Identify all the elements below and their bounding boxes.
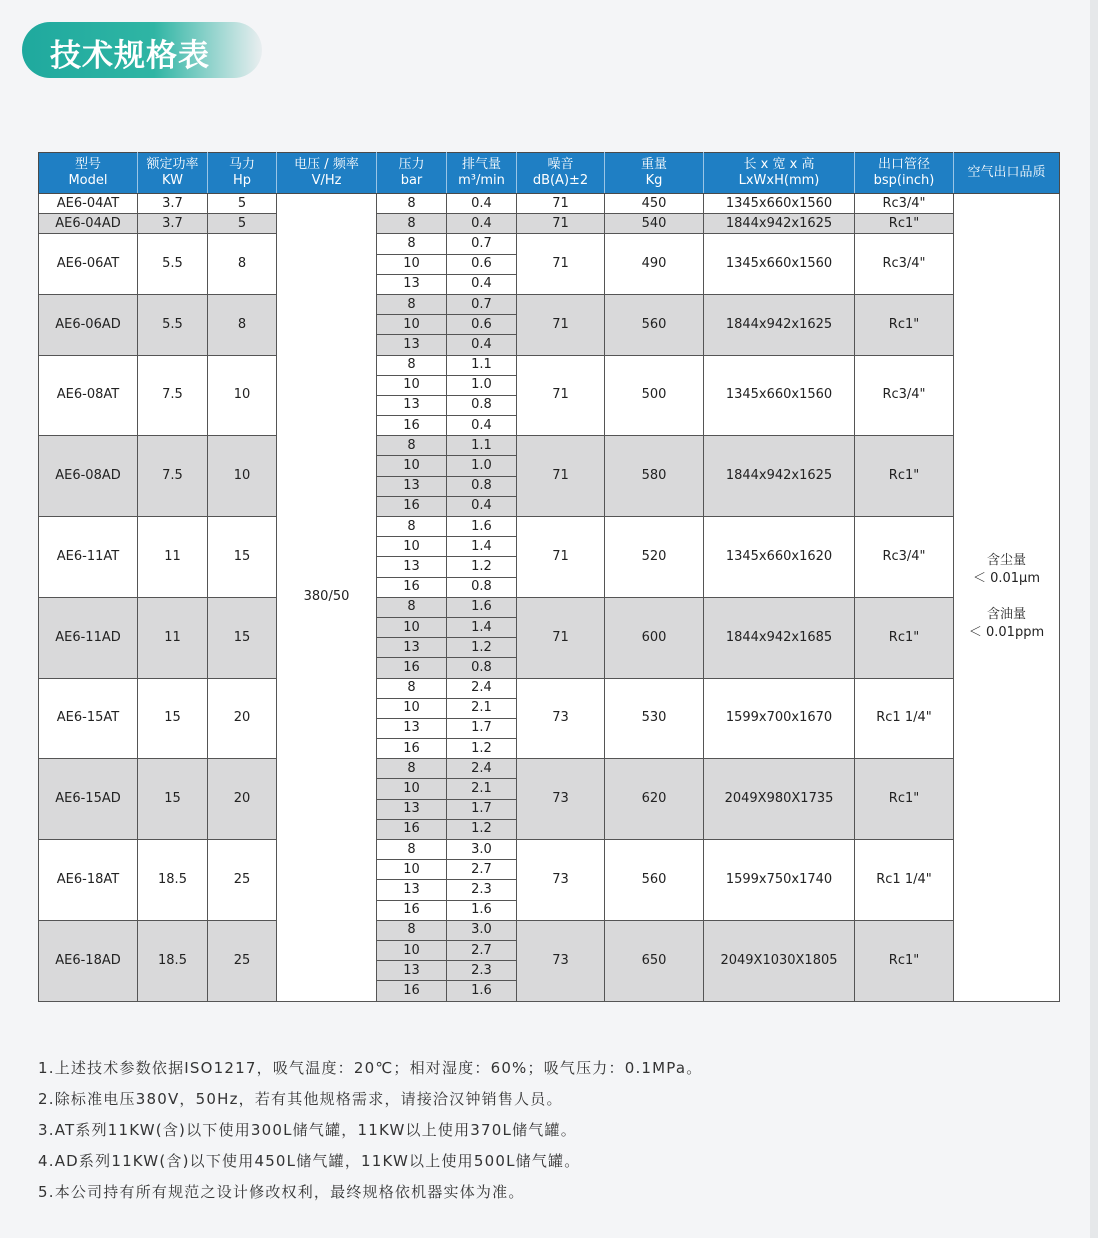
hp-cell: 10 <box>208 436 277 517</box>
pressure-cell: 10 <box>377 375 447 395</box>
flow-cell: 1.4 <box>447 617 517 637</box>
weight-cell: 580 <box>605 436 704 517</box>
weight-cell: 450 <box>605 194 704 214</box>
power-cell: 18.5 <box>138 840 208 921</box>
weight-cell: 560 <box>605 294 704 355</box>
pressure-cell: 8 <box>377 759 447 779</box>
header-dims: 长 x 宽 x 高 LxWxH(mm) <box>704 153 855 194</box>
flow-cell: 1.2 <box>447 638 517 658</box>
outlet-cell: Rc1 1/4" <box>855 840 954 921</box>
flow-cell: 1.7 <box>447 718 517 738</box>
pressure-cell: 13 <box>377 961 447 981</box>
air-quality-oil-value: ＜ 0.01ppm <box>968 625 1045 641</box>
outlet-cell: Rc1 1/4" <box>855 678 954 759</box>
pressure-cell: 8 <box>377 597 447 617</box>
noise-cell: 71 <box>517 355 605 436</box>
hp-cell: 20 <box>208 759 277 840</box>
pressure-cell: 16 <box>377 577 447 597</box>
outlet-cell: Rc1" <box>855 597 954 678</box>
model-cell: AE6-06AD <box>39 294 138 355</box>
model-cell: AE6-06AT <box>39 234 138 295</box>
pressure-cell: 8 <box>377 517 447 537</box>
flow-cell: 2.3 <box>447 961 517 981</box>
table-row <box>39 517 1060 537</box>
weight-cell: 650 <box>605 920 704 1001</box>
weight-cell: 490 <box>605 234 704 295</box>
outlet-cell: Rc3/4" <box>855 517 954 598</box>
note-line: 5.本公司持有所有规范之设计修改权利，最终规格依机器实体为准。 <box>38 1183 525 1201</box>
pressure-cell: 10 <box>377 617 447 637</box>
pressure-cell: 10 <box>377 456 447 476</box>
weight-cell: 520 <box>605 517 704 598</box>
dims-cell: 1345x660x1560 <box>704 194 855 214</box>
weight-cell: 500 <box>605 355 704 436</box>
model-cell: AE6-04AD <box>39 214 138 234</box>
pressure-cell: 10 <box>377 537 447 557</box>
hp-cell: 8 <box>208 234 277 295</box>
note-line: 2.除标准电压380V，50Hz，若有其他规格需求，请接洽汉钟销售人员。 <box>38 1090 563 1108</box>
flow-cell: 1.0 <box>447 375 517 395</box>
pressure-cell: 10 <box>377 779 447 799</box>
note-line: 3.AT系列11KW(含)以下使用300L储气罐，11KW以上使用370L储气罐。 <box>38 1121 577 1139</box>
spec-table <box>38 152 1060 1002</box>
noise-cell: 73 <box>517 759 605 840</box>
table-row <box>39 355 1060 375</box>
spec-table-body <box>39 194 1060 1002</box>
flow-cell: 0.7 <box>447 294 517 314</box>
header-weight: 重量 Kg <box>605 153 704 194</box>
dims-cell: 2049X980X1735 <box>704 759 855 840</box>
model-cell: AE6-11AD <box>39 597 138 678</box>
air-quality-oil-label: 含油量 <box>986 607 1026 623</box>
header-pressure: 压力 bar <box>377 153 447 194</box>
hp-cell: 20 <box>208 678 277 759</box>
power-cell: 11 <box>138 517 208 598</box>
table-row <box>39 294 1060 314</box>
pressure-cell: 16 <box>377 819 447 839</box>
page-title: 技术规格表 <box>50 38 210 74</box>
pressure-cell: 8 <box>377 436 447 456</box>
model-cell: AE6-15AT <box>39 678 138 759</box>
hp-cell: 5 <box>208 194 277 214</box>
flow-cell: 0.4 <box>447 274 517 294</box>
flow-cell: 0.8 <box>447 658 517 678</box>
flow-cell: 2.4 <box>447 678 517 698</box>
pressure-cell: 13 <box>377 718 447 738</box>
flow-cell: 0.4 <box>447 416 517 436</box>
outlet-cell: Rc3/4" <box>855 234 954 295</box>
model-cell: AE6-08AD <box>39 436 138 517</box>
header-model: 型号 Model <box>39 153 138 194</box>
flow-cell: 1.2 <box>447 557 517 577</box>
pressure-cell: 16 <box>377 416 447 436</box>
noise-cell: 71 <box>517 234 605 295</box>
power-cell: 5.5 <box>138 294 208 355</box>
outlet-cell: Rc1" <box>855 294 954 355</box>
pressure-cell: 13 <box>377 335 447 355</box>
table-header-row <box>39 153 1060 194</box>
table-row <box>39 840 1060 860</box>
power-cell: 5.5 <box>138 234 208 295</box>
flow-cell: 1.2 <box>447 739 517 759</box>
hp-cell: 8 <box>208 294 277 355</box>
flow-cell: 1.1 <box>447 436 517 456</box>
flow-cell: 0.7 <box>447 234 517 254</box>
flow-cell: 1.2 <box>447 819 517 839</box>
header-power: 额定功率 KW <box>138 153 208 194</box>
noise-cell: 73 <box>517 920 605 1001</box>
air-quality-dust-label: 含尘量 <box>986 553 1026 569</box>
dims-cell: 1599x750x1740 <box>704 840 855 921</box>
pressure-cell: 13 <box>377 557 447 577</box>
pressure-cell: 8 <box>377 194 447 214</box>
flow-cell: 2.3 <box>447 880 517 900</box>
hp-cell: 25 <box>208 840 277 921</box>
pressure-cell: 13 <box>377 638 447 658</box>
flow-cell: 0.4 <box>447 194 517 214</box>
pressure-cell: 16 <box>377 900 447 920</box>
pressure-cell: 8 <box>377 234 447 254</box>
hp-cell: 25 <box>208 920 277 1001</box>
dims-cell: 1345x660x1560 <box>704 355 855 436</box>
hp-cell: 15 <box>208 597 277 678</box>
table-row <box>39 214 1060 234</box>
flow-cell: 0.8 <box>447 395 517 415</box>
flow-cell: 3.0 <box>447 840 517 860</box>
note-line: 1.上述技术参数依据ISO1217，吸气温度：20℃；相对湿度：60%；吸气压力：0.1MPa。 <box>38 1059 703 1077</box>
table-row <box>39 597 1060 617</box>
pressure-cell: 8 <box>377 214 447 234</box>
outlet-cell: Rc1" <box>855 436 954 517</box>
hp-cell: 15 <box>208 517 277 598</box>
weight-cell: 530 <box>605 678 704 759</box>
flow-cell: 0.4 <box>447 335 517 355</box>
power-cell: 3.7 <box>138 194 208 214</box>
dims-cell: 1844x942x1625 <box>704 294 855 355</box>
header-noise: 噪音 dB(A)±2 <box>517 153 605 194</box>
noise-cell: 71 <box>517 436 605 517</box>
pressure-cell: 10 <box>377 860 447 880</box>
dims-cell: 1345x660x1620 <box>704 517 855 598</box>
flow-cell: 1.7 <box>447 799 517 819</box>
noise-cell: 73 <box>517 678 605 759</box>
power-cell: 7.5 <box>138 355 208 436</box>
weight-cell: 540 <box>605 214 704 234</box>
flow-cell: 0.8 <box>447 577 517 597</box>
header-quality: 空气出口品质 <box>954 153 1060 194</box>
air-quality-cell <box>954 194 1060 1002</box>
pressure-cell: 13 <box>377 274 447 294</box>
flow-cell: 1.6 <box>447 517 517 537</box>
outlet-cell: Rc1" <box>855 759 954 840</box>
flow-cell: 2.7 <box>447 940 517 960</box>
flow-cell: 0.6 <box>447 315 517 335</box>
noise-cell: 71 <box>517 597 605 678</box>
pressure-cell: 13 <box>377 880 447 900</box>
pressure-cell: 13 <box>377 799 447 819</box>
flow-cell: 1.6 <box>447 597 517 617</box>
weight-cell: 620 <box>605 759 704 840</box>
pressure-cell: 16 <box>377 496 447 516</box>
pressure-cell: 13 <box>377 476 447 496</box>
dims-cell: 1844x942x1625 <box>704 214 855 234</box>
model-cell: AE6-11AT <box>39 517 138 598</box>
pressure-cell: 8 <box>377 920 447 940</box>
flow-cell: 2.1 <box>447 779 517 799</box>
flow-cell: 1.0 <box>447 456 517 476</box>
flow-cell: 1.4 <box>447 537 517 557</box>
flow-cell: 0.4 <box>447 496 517 516</box>
pressure-cell: 10 <box>377 698 447 718</box>
outlet-cell: Rc3/4" <box>855 355 954 436</box>
power-cell: 18.5 <box>138 920 208 1001</box>
pressure-cell: 8 <box>377 294 447 314</box>
table-row <box>39 920 1060 940</box>
header-voltage: 电压 / 频率 V/Hz <box>277 153 377 194</box>
flow-cell: 3.0 <box>447 920 517 940</box>
flow-cell: 0.4 <box>447 214 517 234</box>
header-outlet: 出口管径 bsp(inch) <box>855 153 954 194</box>
pressure-cell: 8 <box>377 678 447 698</box>
pressure-cell: 8 <box>377 355 447 375</box>
model-cell: AE6-15AD <box>39 759 138 840</box>
air-quality-dust-value: ＜ 0.01μm <box>972 571 1040 587</box>
header-hp: 马力 Hp <box>208 153 277 194</box>
pressure-cell: 10 <box>377 940 447 960</box>
flow-cell: 1.6 <box>447 981 517 1001</box>
dims-cell: 1599x700x1670 <box>704 678 855 759</box>
pressure-cell: 16 <box>377 658 447 678</box>
table-row <box>39 759 1060 779</box>
title-banner <box>22 22 262 78</box>
table-row <box>39 436 1060 456</box>
dims-cell: 2049X1030X1805 <box>704 920 855 1001</box>
pressure-cell: 13 <box>377 395 447 415</box>
pressure-cell: 16 <box>377 739 447 759</box>
weight-cell: 560 <box>605 840 704 921</box>
model-cell: AE6-18AD <box>39 920 138 1001</box>
flow-cell: 1.1 <box>447 355 517 375</box>
weight-cell: 600 <box>605 597 704 678</box>
hp-cell: 10 <box>208 355 277 436</box>
model-cell: AE6-08AT <box>39 355 138 436</box>
hp-cell: 5 <box>208 214 277 234</box>
flow-cell: 2.1 <box>447 698 517 718</box>
dims-cell: 1844x942x1625 <box>704 436 855 517</box>
page-edge <box>1090 0 1098 1238</box>
model-cell: AE6-18AT <box>39 840 138 921</box>
flow-cell: 2.4 <box>447 759 517 779</box>
voltage-cell: 380/50 <box>277 194 377 1002</box>
dims-cell: 1844x942x1685 <box>704 597 855 678</box>
noise-cell: 71 <box>517 214 605 234</box>
flow-cell: 0.8 <box>447 476 517 496</box>
power-cell: 11 <box>138 597 208 678</box>
outlet-cell: Rc1" <box>855 920 954 1001</box>
power-cell: 7.5 <box>138 436 208 517</box>
power-cell: 15 <box>138 678 208 759</box>
pressure-cell: 10 <box>377 254 447 274</box>
notes <box>38 1058 702 1213</box>
noise-cell: 71 <box>517 294 605 355</box>
noise-cell: 71 <box>517 194 605 214</box>
noise-cell: 73 <box>517 840 605 921</box>
power-cell: 15 <box>138 759 208 840</box>
pressure-cell: 10 <box>377 315 447 335</box>
table-row <box>39 678 1060 698</box>
note-line: 4.AD系列11KW(含)以下使用450L储气罐，11KW以上使用500L储气罐。 <box>38 1152 581 1170</box>
outlet-cell: Rc1" <box>855 214 954 234</box>
pressure-cell: 16 <box>377 981 447 1001</box>
flow-cell: 2.7 <box>447 860 517 880</box>
flow-cell: 1.6 <box>447 900 517 920</box>
table-row <box>39 194 1060 214</box>
model-cell: AE6-04AT <box>39 194 138 214</box>
flow-cell: 0.6 <box>447 254 517 274</box>
noise-cell: 71 <box>517 517 605 598</box>
power-cell: 3.7 <box>138 214 208 234</box>
table-row <box>39 234 1060 254</box>
dims-cell: 1345x660x1560 <box>704 234 855 295</box>
pressure-cell: 8 <box>377 840 447 860</box>
outlet-cell: Rc3/4" <box>855 194 954 214</box>
header-flow: 排气量 m³/min <box>447 153 517 194</box>
